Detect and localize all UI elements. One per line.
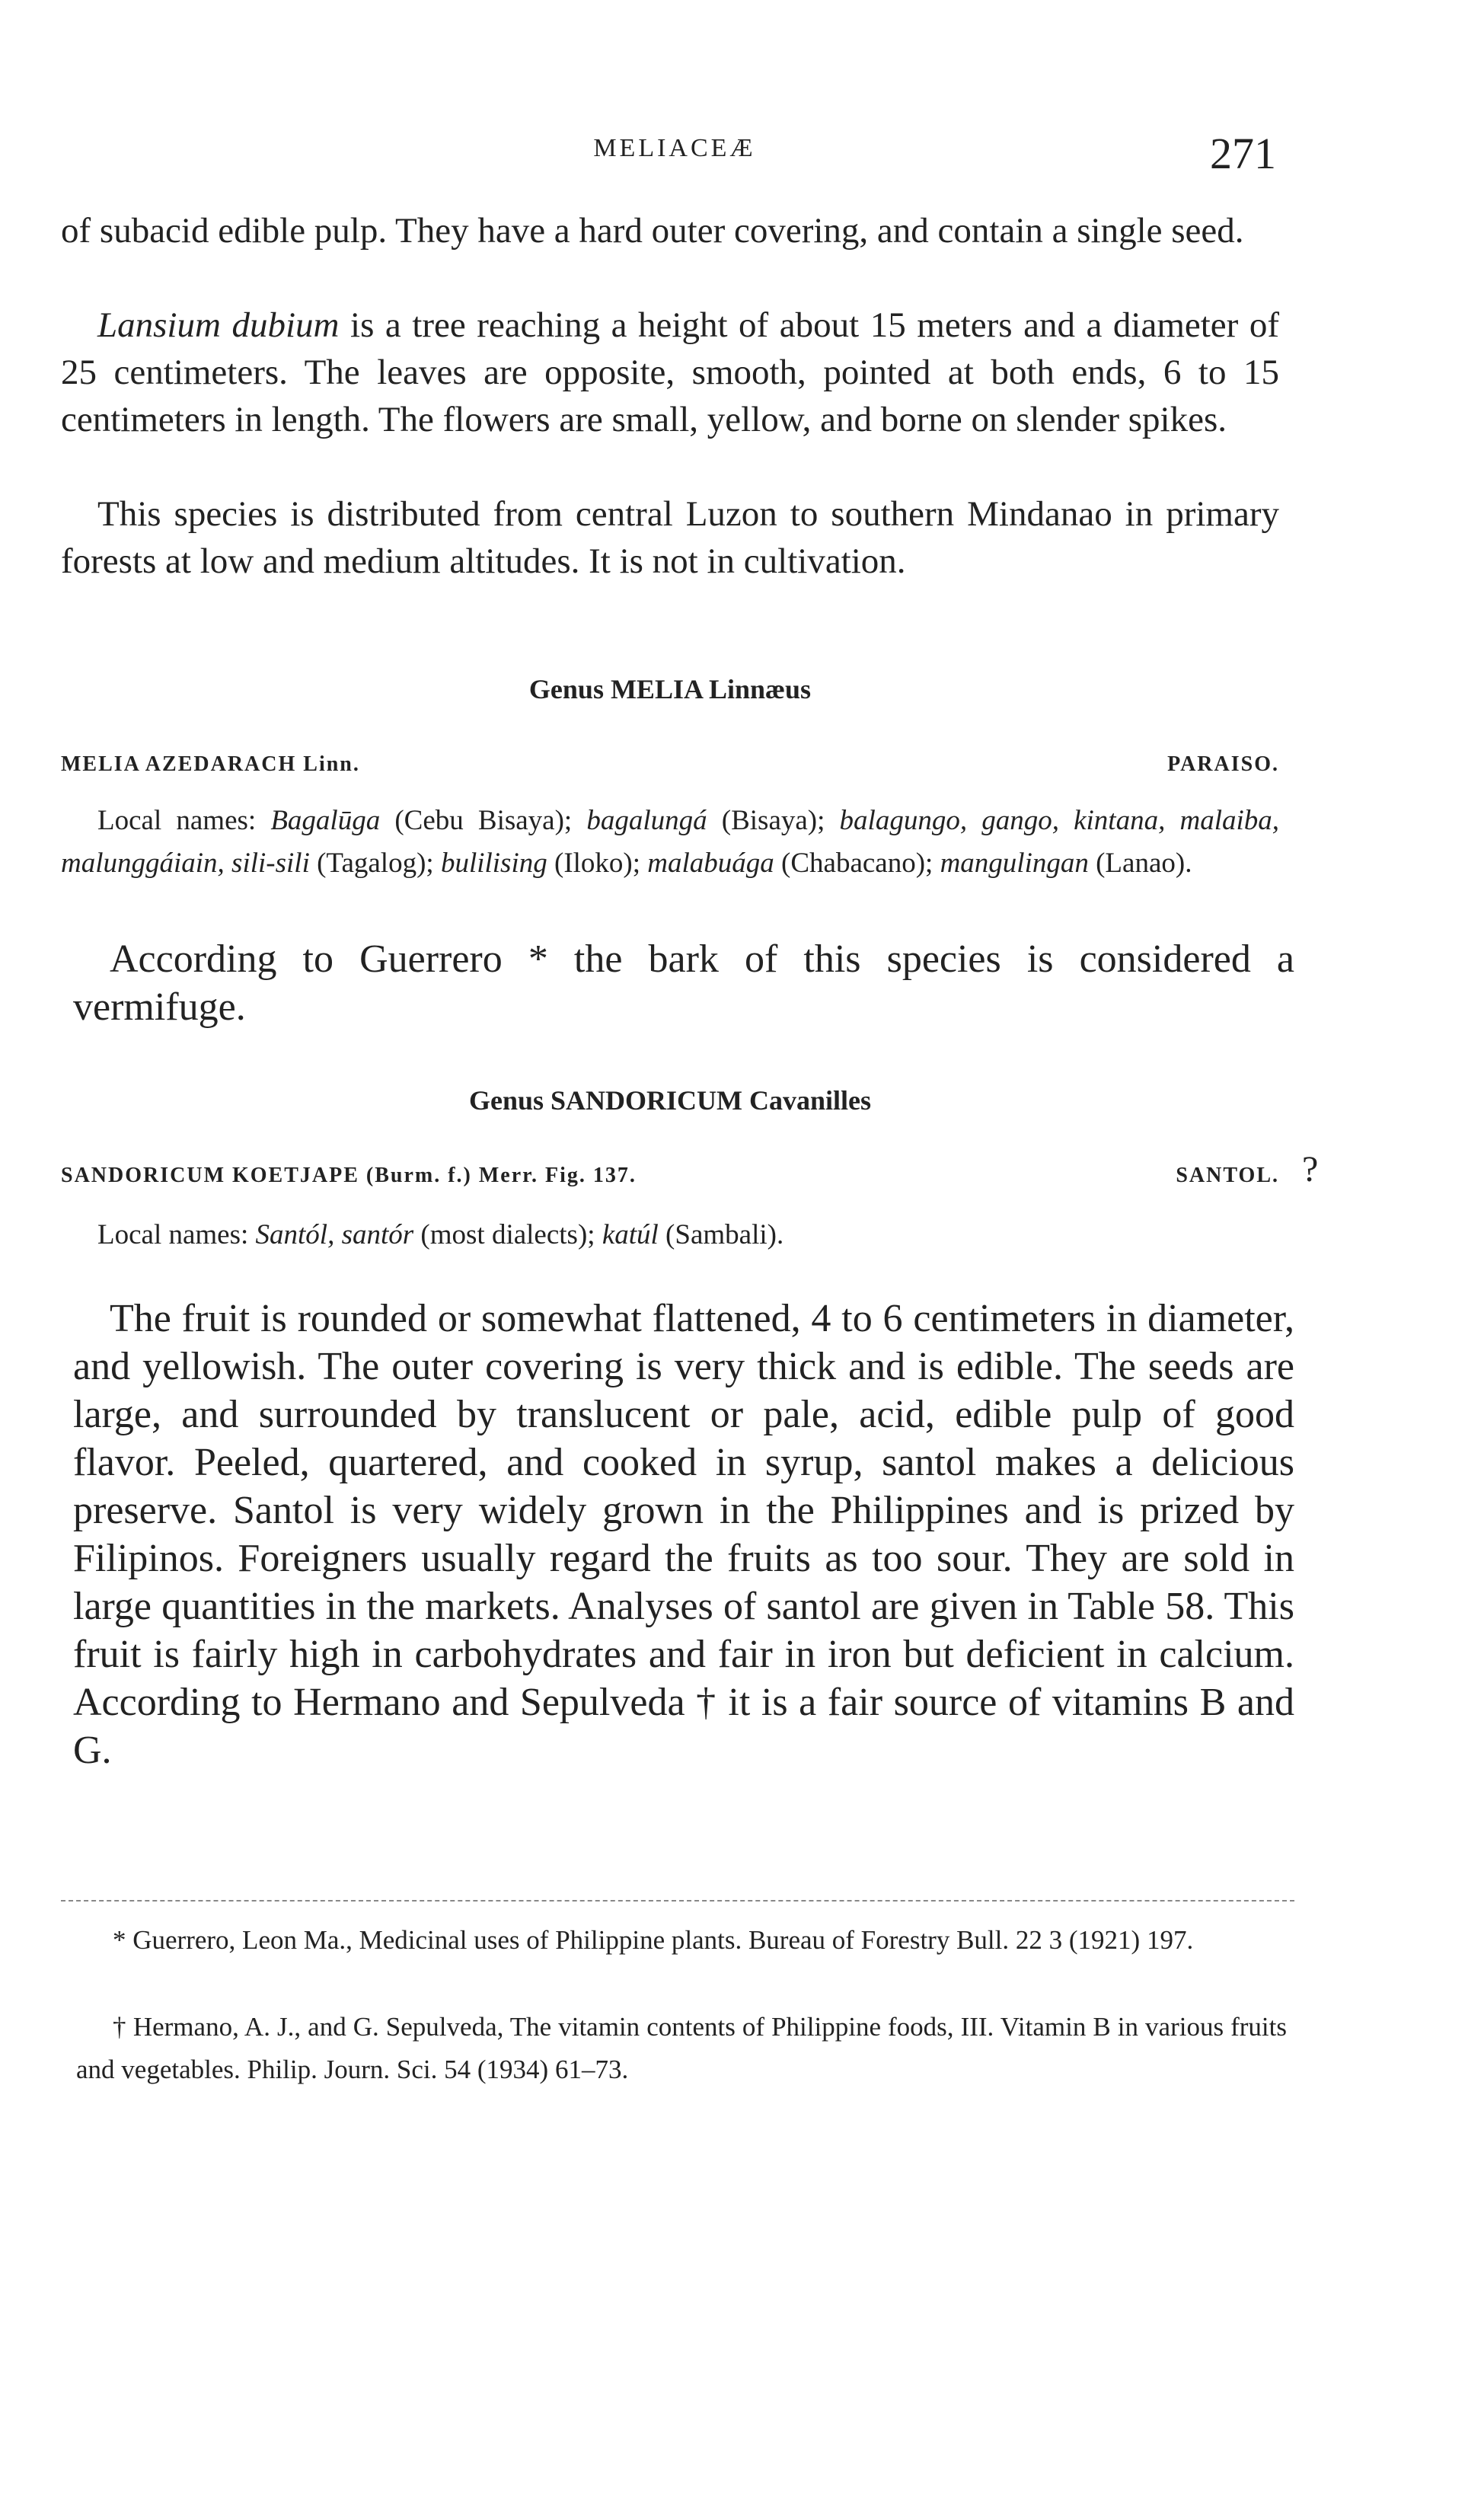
melia-paragraph: According to Guerrero * the bark of this species is considered a vermifuge.	[73, 937, 1294, 1029]
page-number: 271	[1210, 129, 1276, 178]
local-name: bagalungá	[586, 805, 707, 836]
species-row-melia	[61, 752, 1279, 783]
species-name-sandoricum: SANDORICUM KOETJAPE (Burm. f.) Merr. Fig. 137.	[61, 1164, 637, 1187]
santol-paragraph: The fruit is rounded or somewhat flattened, 4 to 6 centimeters in diameter, and yellowish. The outer covering is very thick and is edible. The seeds are large, and surrounded by translucent or pale, acid, edible pulp of good flavor. Peeled, quartered, and cooked in syrup, santol makes a delicious preserve. Santol is very widely grown in the Philippines and is prized by Filipinos. Foreigners usually regard the fruits as too sour. They are sold in large quantities in the markets. Analyses of santol are given in Table 58. This fruit is fairly high in carbohydrates and fair in iron but deficient in calcium. According to Hermano and Sepulveda † it is a fair source of vitamins B and G.	[73, 1297, 1294, 1772]
local-name: balagungo, gango, kintana, malaiba, malunggáiain, sili-sili	[61, 805, 1280, 879]
footnote-guerrero: * Guerrero, Leon Ma., Medicinal uses of Philippine plants. Bureau of Forestry Bull. 22 3 (1921) 197.	[113, 1925, 1194, 1955]
local-name: bulilising	[440, 848, 547, 879]
running-head: MELIACEÆ	[593, 134, 756, 162]
dialect: (Iloko);	[547, 848, 648, 879]
common-name-melia: PARAISO.	[1167, 752, 1279, 776]
margin-mark: ?	[1302, 1149, 1319, 1189]
species-row-sandoricum	[61, 1164, 1279, 1194]
dialect: (most dialects);	[413, 1219, 602, 1250]
species-name-melia: MELIA AZEDARACH Linn.	[61, 752, 360, 776]
common-name-sandoricum: SANTOL.	[1176, 1164, 1279, 1187]
footnote-rule	[61, 1900, 1294, 1902]
local-names-sandoricum	[61, 1214, 1279, 1256]
footnote-hermano: † Hermano, A. J., and G. Sepulveda, The vitamin contents of Philippine foods, III. Vitamin B in various fruits and vegetables. Philip. Journ. Sci. 54 (1934) 61–73.	[76, 2012, 1287, 2084]
lansium-text: is a tree reaching a height of about 15 meters and a diameter of 25 centimeters. The leaves are opposite, smooth, pointed at both ends, 6 to 15 centimeters in length. The flowers are small, yellow, and borne on slender spikes.	[61, 305, 1279, 439]
local-names-label: Local names:	[97, 805, 271, 836]
species-name-italic: Lansium dubium	[97, 305, 340, 345]
genus-heading-sandoricum: Genus SANDORICUM Cavanilles	[468, 1085, 872, 1116]
dialect: (Tagalog);	[309, 848, 441, 879]
local-name: katúl	[602, 1219, 659, 1250]
local-name: Santól, santór	[255, 1219, 414, 1250]
dialect: (Chabacano);	[774, 848, 940, 879]
distribution-paragraph: This species is distributed from central Luzon to southern Mindanao in primary forests at low and medium altitudes. It is not in cultivation.	[61, 494, 1279, 581]
lansium-paragraph	[61, 302, 1279, 443]
page-header	[73, 128, 1276, 181]
continuation-paragraph: of subacid edible pulp. They have a hard outer covering, and contain a single seed.	[61, 211, 1244, 251]
local-names-melia	[61, 800, 1279, 885]
genus-heading-melia: Genus MELIA Linnæus	[528, 674, 812, 704]
local-name: Bagalūga	[270, 805, 381, 836]
dialect: (Cebu Bisaya);	[380, 805, 587, 836]
dialect: (Bisaya);	[707, 805, 840, 836]
local-name: mangulingan	[940, 848, 1089, 879]
local-name: malabuága	[647, 848, 774, 879]
dialect: (Lanao).	[1088, 848, 1192, 879]
local-names-label: Local names:	[97, 1219, 256, 1250]
dialect: (Sambali).	[658, 1219, 784, 1250]
